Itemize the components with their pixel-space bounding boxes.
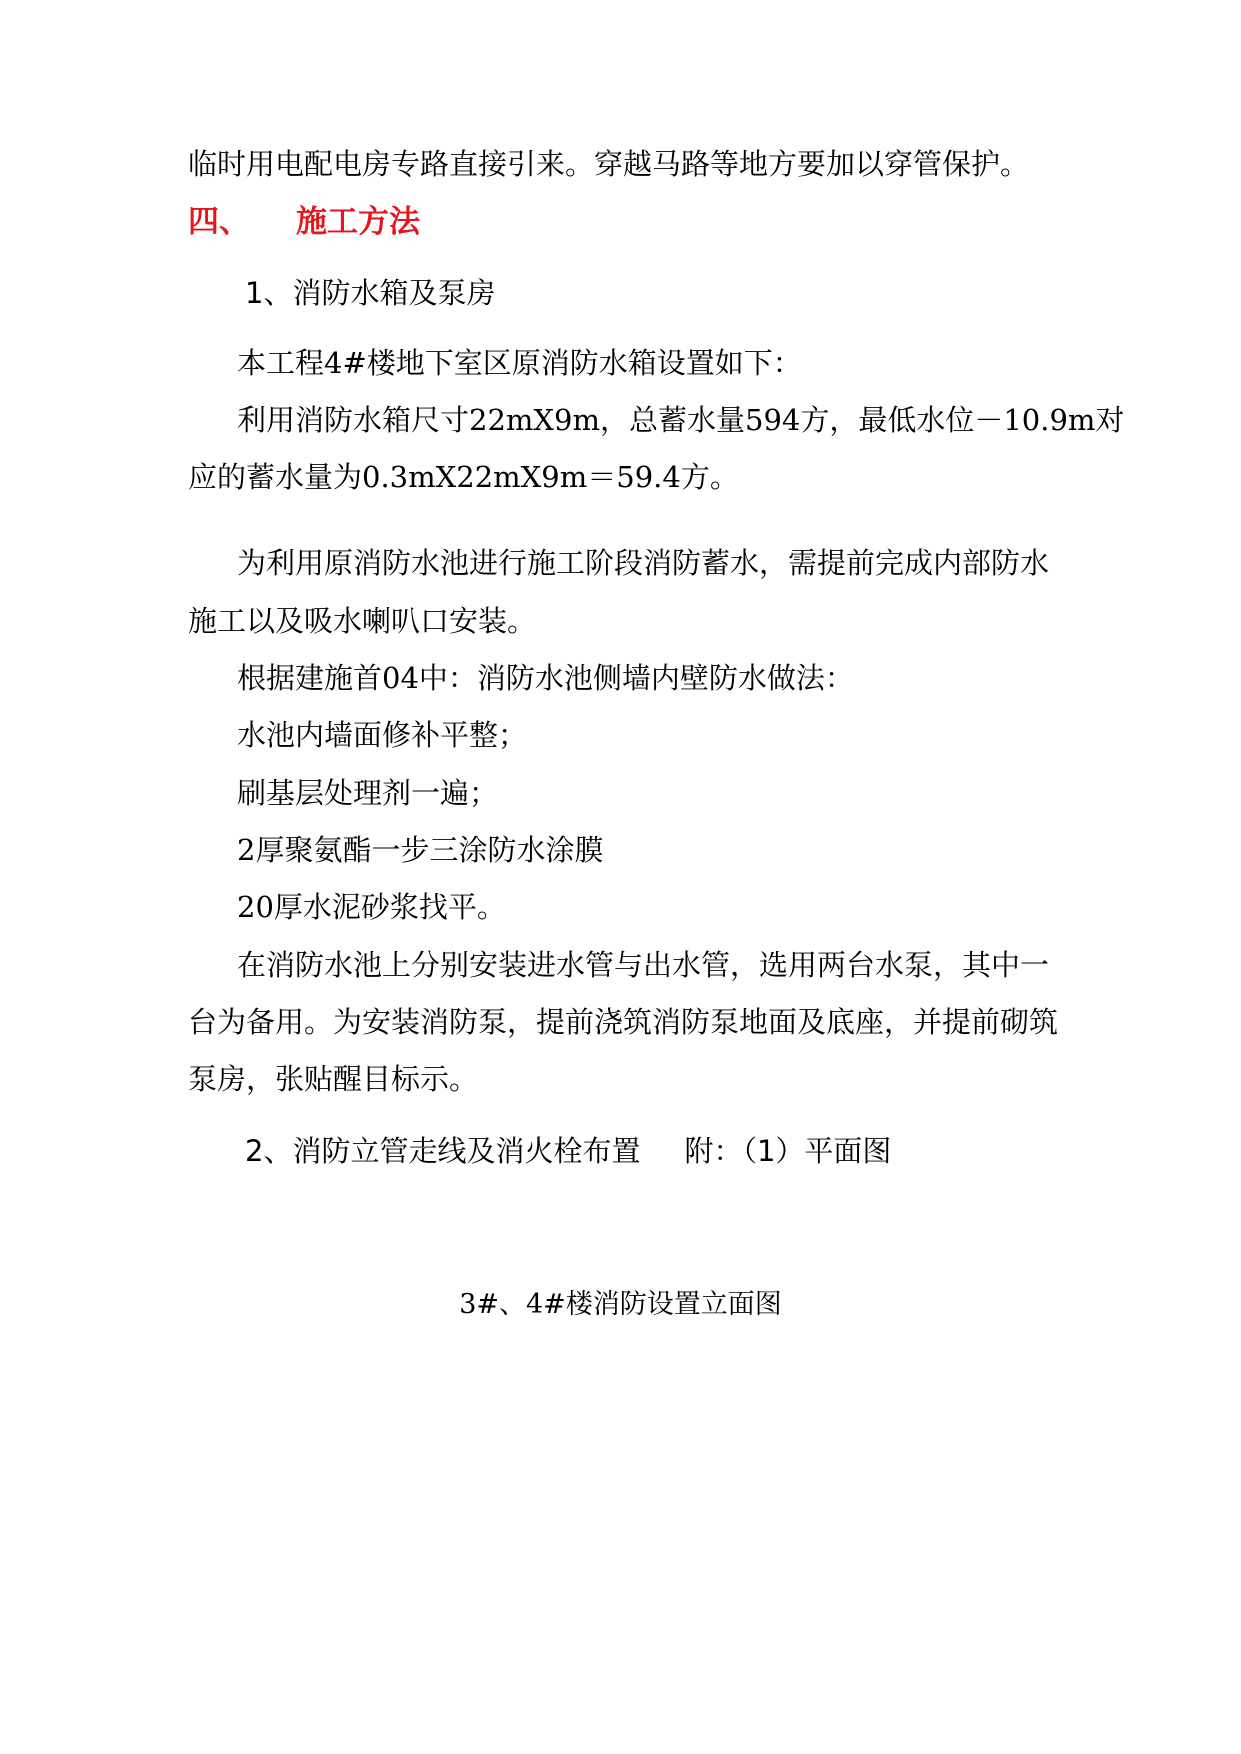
figure-caption: 3#、4#楼消防设置立面图 [459,1289,782,1320]
paragraph-3-line-2: 施工以及吸水喇叭口安装。 [188,604,537,638]
paragraph-5-line-3: 泵房，张贴醒目标示。 [188,1062,479,1096]
subsection-2-label: 2、消防立管走线及消火栓布置 [245,1134,641,1168]
paragraph-5-line-2: 台为备用。为安装消防泵，提前浇筑消防泵地面及底座，并提前砌筑 [188,1005,1059,1039]
step-item: 20厚水泥砂浆找平。 [237,890,506,924]
paragraph-3-line-1: 为利用原消防水池进行施工阶段消防蓄水，需提前完成内部防水 [237,546,1050,580]
section-heading-number: 四、 [188,204,250,240]
step-item: 刷基层处理剂一遍； [237,776,499,810]
paragraph-2-line-2: 应的蓄水量为0.3mX22mX9m＝59.4方。 [188,460,739,494]
section-heading [188,201,420,243]
step-item: 2厚聚氨酯一步三涂防水涂膜 [237,833,604,867]
subsection-2-title [245,1131,891,1171]
paragraph-2-line-1: 利用消防水箱尺寸22mX9m，总蓄水量594方，最低水位－10.9m对 [237,403,1125,437]
section-heading-title: 施工方法 [296,204,420,240]
step-item: 水池内墙面修补平整； [237,718,528,752]
paragraph-4: 根据建施首04中：消防水池侧墙内壁防水做法： [237,661,854,695]
paragraph-5-line-1: 在消防水池上分别安装进水管与出水管，选用两台水泵，其中一 [237,948,1050,982]
paragraph-1: 本工程4#楼地下室区原消防水箱设置如下： [237,346,802,380]
subsection-2-attachment: 附：（1）平面图 [684,1134,892,1168]
subsection-1-title: 1、消防水箱及泵房 [245,276,496,310]
intro-line: 临时用电配电房专路直接引来。穿越马路等地方要加以穿管保护。 [188,147,1030,181]
